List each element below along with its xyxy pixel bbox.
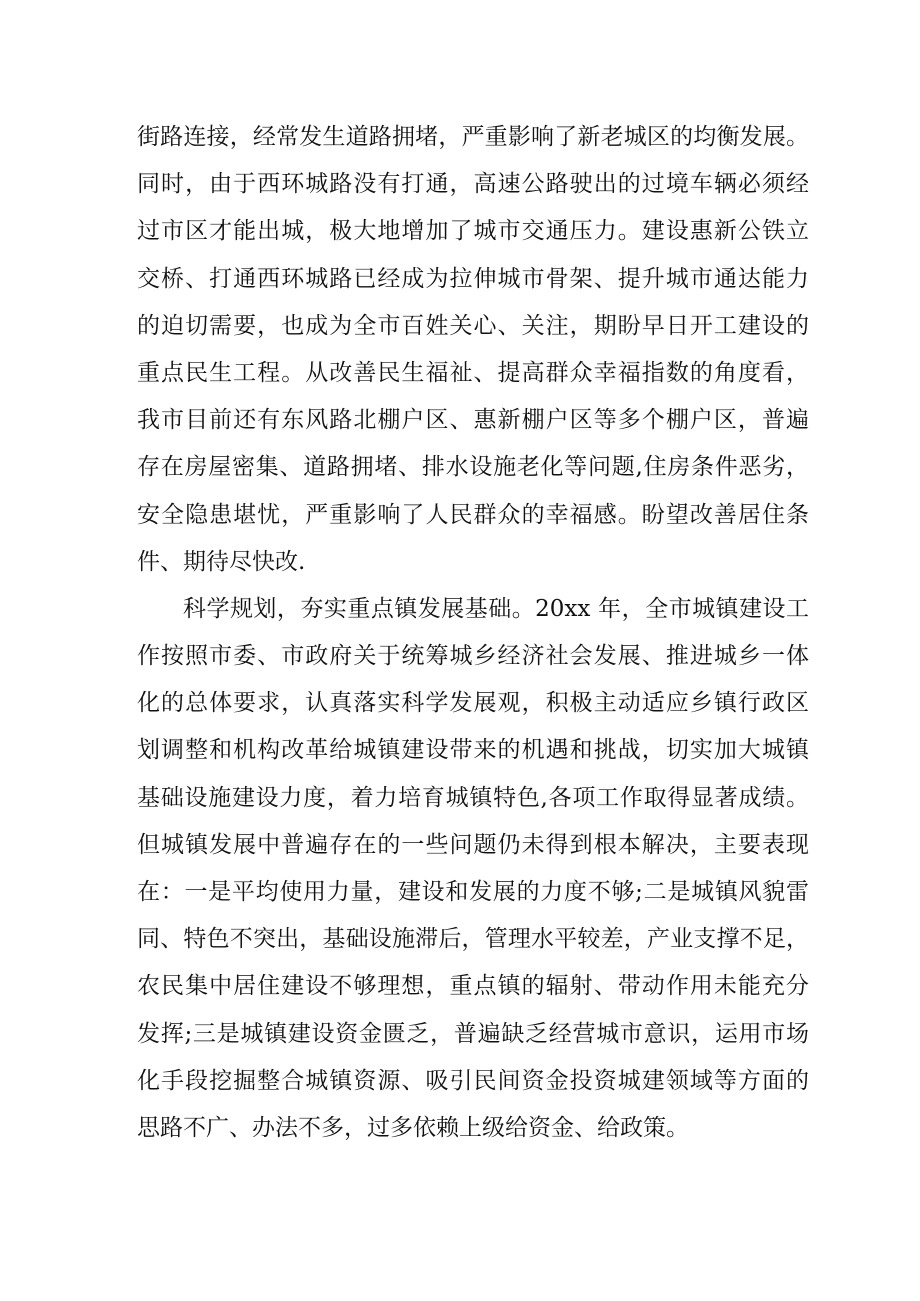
text-line: 基础设施建设力度，着力培育城镇特色,各项工作取得显著成绩。	[137, 784, 809, 811]
text-line: 同时，由于西环城路没有打通，高速公路驶出的过境车辆必须经	[137, 171, 809, 198]
text-line: 农民集中居住建设不够理想，重点镇的辐射、带动作用未能充分	[137, 973, 809, 1000]
text-line: 思路不广、办法不多，过多依赖上级给资金、给政策。	[137, 1114, 689, 1141]
text-line: 存在房屋密集、道路拥堵、排水设施老化等问题,住房条件恶劣，	[137, 454, 809, 481]
text-line: 但城镇发展中普遍存在的一些问题仍未得到根本解决，主要表现	[137, 831, 809, 858]
text-line: 安全隐患堪忧，严重影响了人民群众的幸福感。盼望改善居住条	[137, 501, 809, 528]
text-line: 化手段挖掘整合城镇资源、吸引民间资金投资城建领域等方面的	[137, 1067, 809, 1094]
text-line: 重点民生工程。从改善民生福祉、提高群众幸福指数的角度看，	[137, 359, 809, 386]
text-line: 科学规划，夯实重点镇发展基础。20xx 年，全市城镇建设工	[183, 595, 809, 622]
text-line: 同、特色不突出，基础设施滞后，管理水平较差，产业支撑不足，	[137, 926, 809, 953]
text-line: 过市区才能出城，极大地增加了城市交通压力。建设惠新公铁立	[137, 218, 809, 245]
text-line: 交桥、打通西环城路已经成为拉伸城市骨架、提升城市通达能力	[137, 265, 809, 292]
text-line: 件、期待尽快改.	[137, 548, 306, 575]
text-line: 发挥;三是城镇建设资金匮乏，普遍缺乏经营城市意识，运用市场	[137, 1020, 809, 1047]
paragraph-1	[137, 114, 809, 586]
text-line: 的迫切需要，也成为全市百姓关心、关注，期盼早日开工建设的	[137, 312, 809, 339]
body-text	[137, 114, 809, 1152]
paragraph-2	[137, 586, 809, 1152]
text-line: 我市目前还有东风路北棚户区、惠新棚户区等多个棚户区，普遍	[137, 407, 809, 434]
text-line: 化的总体要求，认真落实科学发展观，积极主动适应乡镇行政区	[137, 690, 809, 717]
text-line: 作按照市委、市政府关于统筹城乡经济社会发展、推进城乡一体	[137, 643, 809, 670]
text-line: 在：一是平均使用力量，建设和发展的力度不够;二是城镇风貌雷	[137, 879, 809, 905]
text-line: 划调整和机构改革给城镇建设带来的机遇和挑战，切实加大城镇	[137, 737, 809, 764]
text-line: 街路连接，经常发生道路拥堵，严重影响了新老城区的均衡发展。	[137, 124, 809, 150]
